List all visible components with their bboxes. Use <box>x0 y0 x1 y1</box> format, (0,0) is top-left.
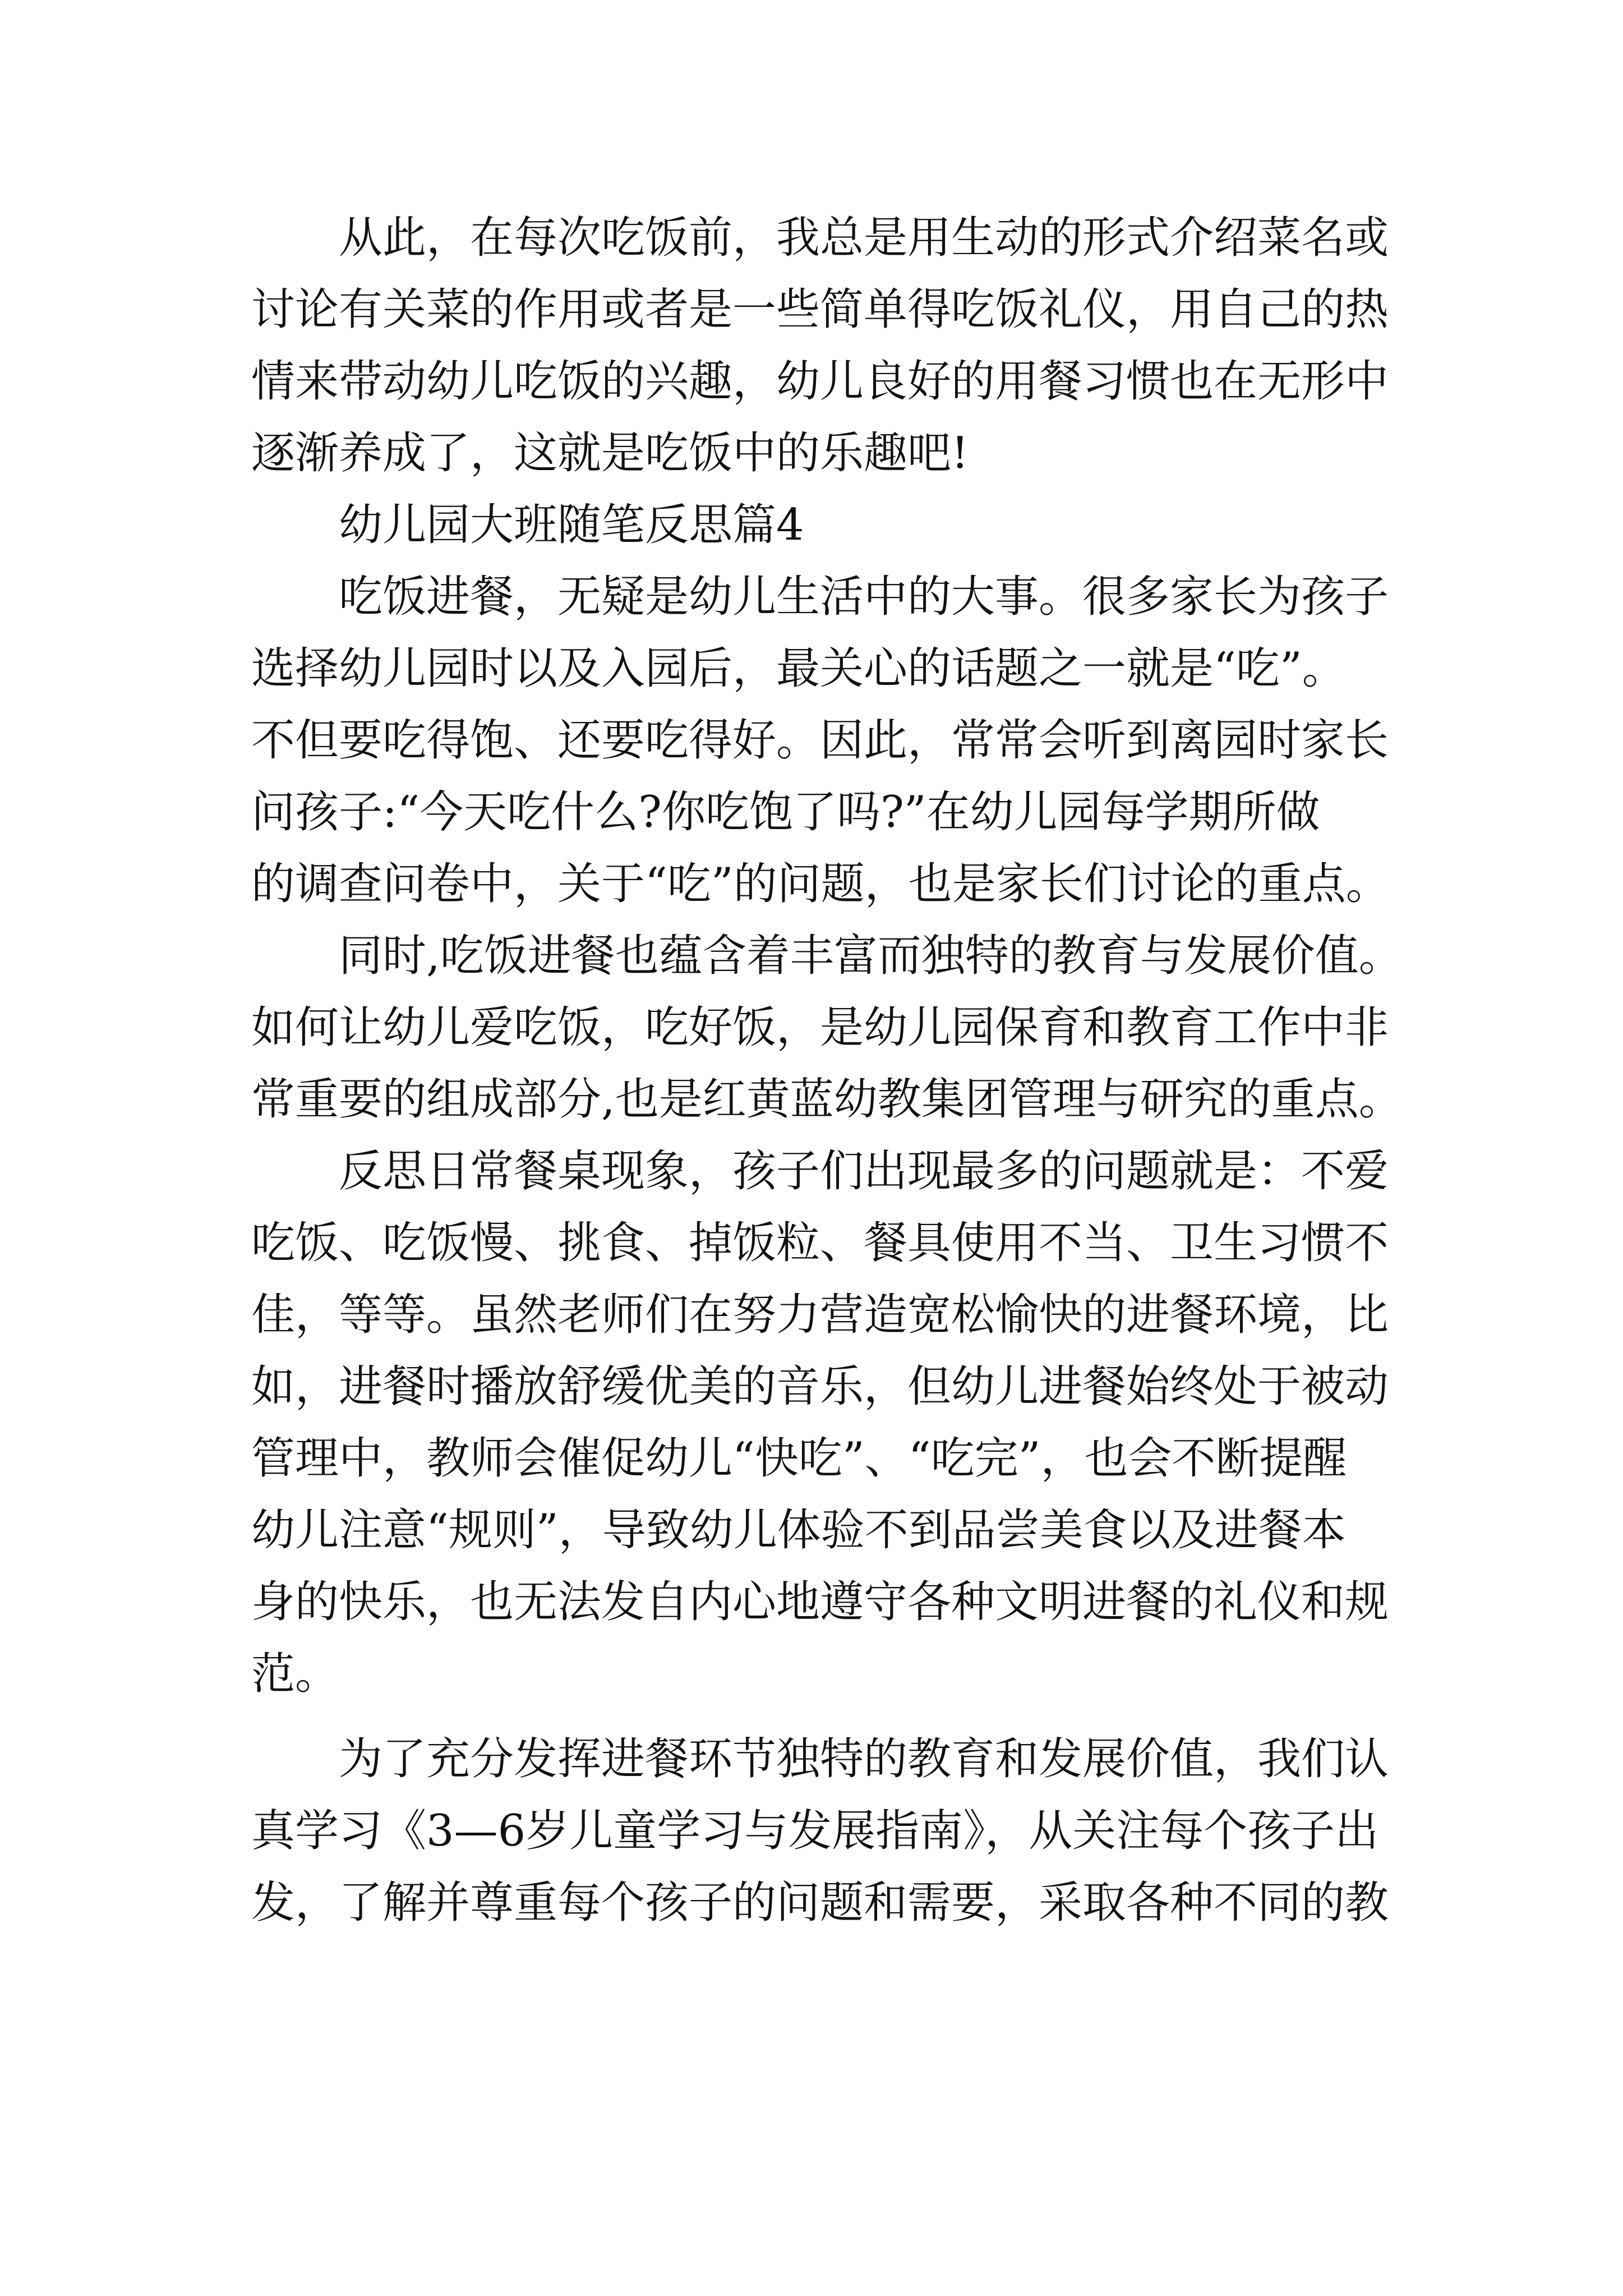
paragraph-line: 管理中，教师会催促幼儿“快吃”、“吃完”，也会不断提醒 <box>251 1433 1347 1484</box>
paragraph-gap <box>251 1710 1378 1723</box>
paragraph-line: 如何让幼儿爱吃饭，吃好饭，是幼儿园保育和教育工作中非 <box>251 1002 1389 1053</box>
paragraph-line: 逐渐养成了，这就是吃饭中的乐趣吧! <box>251 428 969 478</box>
paragraph-line: 为了充分发挥进餐环节独特的教育和发展价值，我们认 <box>339 1734 1389 1784</box>
paragraph-line: 从此，在每次吃饭前，我总是用生动的形式介绍菜名或 <box>339 213 1389 263</box>
paragraph-line: 发，了解并尊重每个孩子的问题和需要，采取各种不同的教 <box>251 1878 1389 1928</box>
section-heading: 幼儿园大班随笔反思篇4 <box>339 500 804 550</box>
paragraph-line: 讨论有关菜的作用或者是一些简单得吃饭礼仪，用自己的热 <box>251 284 1389 335</box>
paragraph-line: 反思日常餐桌现象，孩子们出现最多的问题就是：不爱 <box>339 1146 1389 1197</box>
paragraph-1 <box>251 202 1389 489</box>
paragraph-line: 幼儿注意“规则”，导致幼儿体验不到品尝美食以及进餐本 <box>251 1505 1346 1556</box>
paragraph-5 <box>251 1723 1389 1939</box>
paragraph-line: 的调查问卷中，关于“吃”的问题，也是家长们讨论的重点。 <box>251 859 1390 909</box>
paragraph-2 <box>251 561 1390 920</box>
paragraph-line: 真学习《3—6岁儿童学习与发展指南》，从关注每个孩子出 <box>251 1806 1379 1856</box>
paragraph-line: 常重要的组成部分,也是红黄蓝幼教集团管理与研究的重点。 <box>251 1074 1403 1125</box>
document-page <box>251 202 1403 1939</box>
paragraph-line: 身的快乐，也无法发自内心地遵守各种文明进餐的礼仪和规 <box>251 1577 1389 1627</box>
paragraph-line: 不但要吃得饱、还要吃得好。因此，常常会听到离园时家长 <box>251 715 1389 766</box>
paragraph-3 <box>251 920 1403 1135</box>
paragraph-line: 情来带动幼儿吃饭的兴趣，幼儿良好的用餐习惯也在无形中 <box>251 356 1389 407</box>
paragraph-line: 问孩子:“今天吃什么?你吃饱了吗?”在幼儿园每学期所做 <box>251 787 1320 838</box>
paragraph-line: 吃饭、吃饭慢、挑食、掉饭粒、餐具使用不当、卫生习惯不 <box>251 1218 1389 1268</box>
paragraph-line: 选择幼儿园时以及入园后，最关心的话题之一就是“吃”。 <box>251 643 1346 694</box>
paragraph-line: 佳，等等。虽然老师们在努力营造宽松愉快的进餐环境，比 <box>251 1290 1389 1340</box>
paragraph-line: 吃饭进餐，无疑是幼儿生活中的大事。很多家长为孩子 <box>339 572 1389 622</box>
paragraph-4 <box>251 1135 1389 1710</box>
paragraph-line: 范。 <box>251 1649 339 1699</box>
paragraph-line: 同时,吃饭进餐也蕴含着丰富而独特的教育与发展价值。 <box>339 931 1403 981</box>
paragraph-line: 如，进餐时播放舒缓优美的音乐，但幼儿进餐始终处于被动 <box>251 1361 1389 1412</box>
